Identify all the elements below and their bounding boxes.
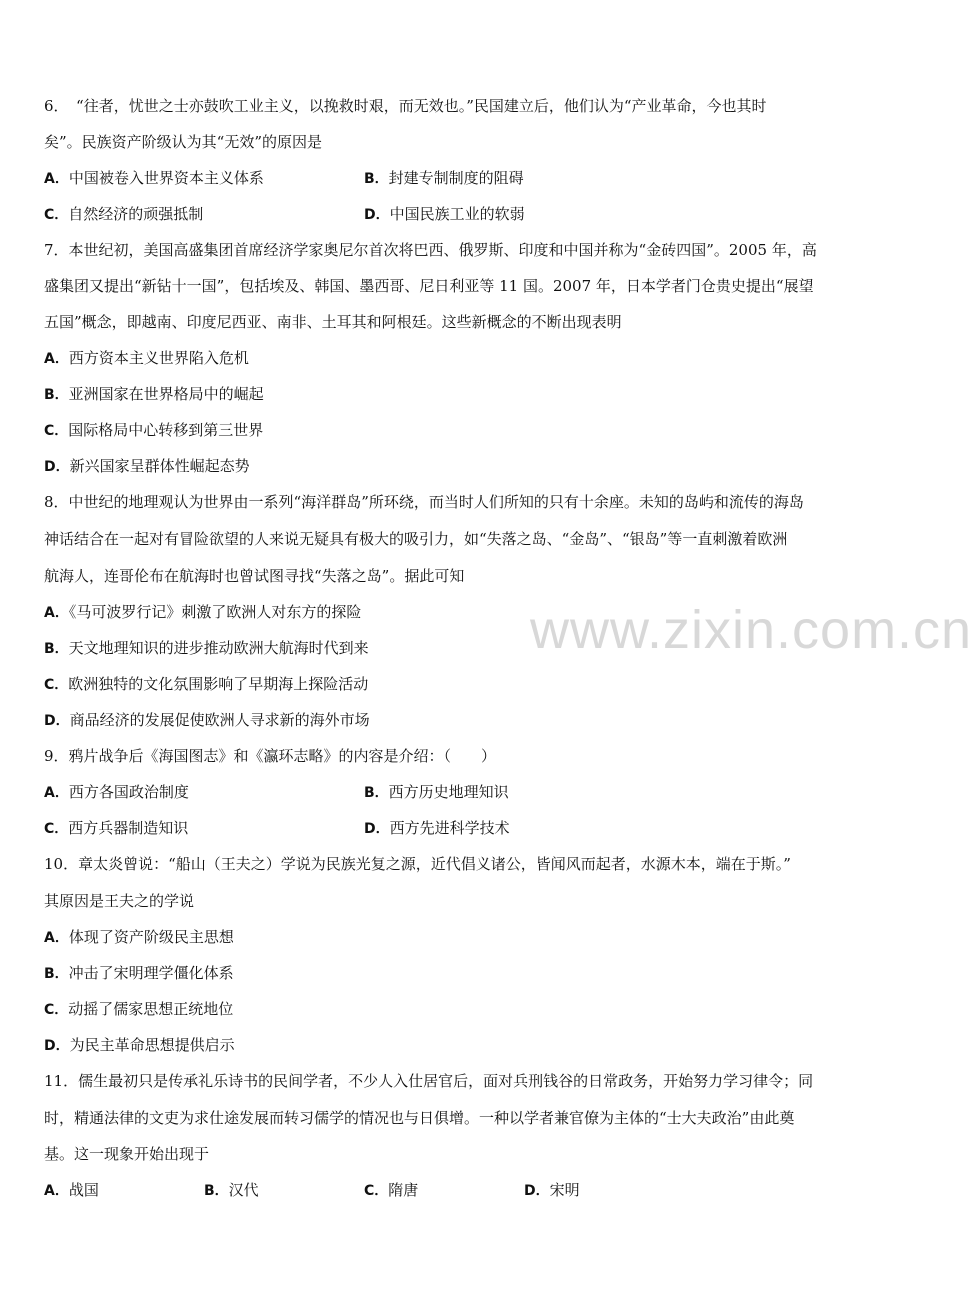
q7-stem-line-1: 7．本世纪初，美国高盛集团首席经济学家奥尼尔首次将巴西、俄罗斯、印度和中国并称为“金砖四国”。2005 年，高 xyxy=(44,241,817,259)
q9-option-a[interactable] xyxy=(44,782,189,803)
option-text: 汉代 xyxy=(228,1181,259,1199)
q11-option-a[interactable] xyxy=(44,1180,99,1201)
option-text: 体现了资产阶级民主思想 xyxy=(68,928,234,946)
option-letter: B． xyxy=(44,641,69,657)
q8-stem-line-2: 神话结合在一起对有冒险欲望的人来说无疑具有极大的吸引力，如“失落之岛、“金岛”、“银岛”等一直刺激着欧洲 xyxy=(44,530,788,548)
option-text: 动摇了儒家思想正统地位 xyxy=(68,1000,234,1018)
q11-option-c[interactable] xyxy=(364,1180,418,1201)
option-letter: D． xyxy=(44,713,70,729)
q10-option-d[interactable] xyxy=(44,1035,235,1056)
q8-option-b[interactable] xyxy=(44,638,369,659)
option-text: 亚洲国家在世界格局中的崛起 xyxy=(68,385,264,403)
q6-option-b[interactable] xyxy=(364,168,524,189)
option-letter: D． xyxy=(524,1183,550,1199)
option-text: 国际格局中心转移到第三世界 xyxy=(68,421,264,439)
option-letter: D． xyxy=(44,1038,70,1054)
option-letter: C． xyxy=(44,1002,69,1018)
option-text: 中国民族工业的软弱 xyxy=(389,205,525,223)
q9-stem-line-1: 9．鸦片战争后《海国图志》和《瀛环志略》的内容是介绍：（ ） xyxy=(44,747,497,765)
option-text: 战国 xyxy=(68,1181,99,1199)
option-letter: C． xyxy=(364,1183,389,1199)
option-letter: D． xyxy=(364,821,390,837)
q8-option-d[interactable] xyxy=(44,710,370,731)
option-letter: A． xyxy=(44,1183,69,1199)
q8-option-c[interactable] xyxy=(44,674,368,695)
q9-option-c[interactable] xyxy=(44,818,188,839)
option-letter: D． xyxy=(44,459,70,475)
option-letter: C． xyxy=(44,821,69,837)
option-letter: B． xyxy=(364,171,389,187)
option-text: 天文地理知识的进步推动欧洲大航海时代到来 xyxy=(68,639,369,657)
option-text: 中国被卷入世界资本主义体系 xyxy=(68,169,264,187)
option-text: 西方资本主义世界陷入危机 xyxy=(68,349,249,367)
option-text: 《马可波罗行记》刺激了欧洲人对东方的探险 xyxy=(68,603,362,621)
option-letter: A． xyxy=(44,605,69,621)
q11-stem-line-3: 基。这一现象开始出现于 xyxy=(44,1145,210,1163)
q10-option-a[interactable] xyxy=(44,927,234,948)
option-letter: A． xyxy=(44,785,69,801)
option-letter: D． xyxy=(364,207,390,223)
option-text: 宋明 xyxy=(549,1181,580,1199)
option-letter: B． xyxy=(44,966,69,982)
q6-option-a[interactable] xyxy=(44,168,264,189)
q10-option-c[interactable] xyxy=(44,999,233,1020)
q6-option-c[interactable] xyxy=(44,204,203,225)
option-text: 封建专制制度的阻碍 xyxy=(388,169,524,187)
q7-option-b[interactable] xyxy=(44,384,264,405)
option-text: 新兴国家呈群体性崛起态势 xyxy=(69,457,250,475)
option-text: 西方先进科学技术 xyxy=(389,819,510,837)
q8-option-a[interactable] xyxy=(44,602,361,623)
option-letter: B． xyxy=(364,785,389,801)
q11-option-b[interactable] xyxy=(204,1180,259,1201)
q10-stem-line-1: 10．章太炎曾说：“船山（王夫之）学说为民族光复之源，近代倡义诸公，皆闻风而起者，水源木本，端在于斯。” xyxy=(44,855,791,873)
q9-option-b[interactable] xyxy=(364,782,509,803)
option-text: 商品经济的发展促使欧洲人寻求新的海外市场 xyxy=(69,711,370,729)
option-letter: A． xyxy=(44,171,69,187)
q8-stem-line-3: 航海人，连哥伦布在航海时也曾试图寻找“失落之岛”。据此可知 xyxy=(44,567,465,585)
q6-stem-line-2: 矣”。民族资产阶级认为其“无效”的原因是 xyxy=(44,133,323,151)
q10-option-b[interactable] xyxy=(44,963,234,984)
option-letter: B． xyxy=(44,387,69,403)
q6-option-d[interactable] xyxy=(364,204,525,225)
option-text: 自然经济的顽强抵制 xyxy=(68,205,204,223)
option-text: 隋唐 xyxy=(388,1181,419,1199)
option-text: 冲击了宋明理学僵化体系 xyxy=(68,964,234,982)
option-text: 西方历史地理知识 xyxy=(388,783,509,801)
q11-option-d[interactable] xyxy=(524,1180,580,1201)
q10-stem-line-2: 其原因是王夫之的学说 xyxy=(44,892,195,910)
option-letter: B． xyxy=(204,1183,229,1199)
watermark: www.zixin.com.cn xyxy=(530,600,972,660)
q7-option-a[interactable] xyxy=(44,348,249,369)
option-text: 西方兵器制造知识 xyxy=(68,819,189,837)
option-letter: C． xyxy=(44,677,69,693)
q7-stem-line-3: 五国”概念，即越南、印度尼西亚、南非、土耳其和阿根廷。这些新概念的不断出现表明 xyxy=(44,313,622,331)
q7-option-c[interactable] xyxy=(44,420,263,441)
option-text: 为民主革命思想提供启示 xyxy=(69,1036,235,1054)
q8-stem-line-1: 8．中世纪的地理观认为世界由一系列“海洋群岛”所环绕，而当时人们所知的只有十余座。未知的岛屿和流传的海岛 xyxy=(44,493,804,511)
q6-stem-line-1: 6． “往者，忧世之士亦鼓吹工业主义，以挽救时艰，而无效也。”民国建立后，他们认为“产业革命，今也其时 xyxy=(44,97,767,115)
option-letter: A． xyxy=(44,930,69,946)
option-letter: C． xyxy=(44,207,69,223)
option-letter: A． xyxy=(44,351,69,367)
option-letter: C． xyxy=(44,423,69,439)
option-text: 欧洲独特的文化氛围影响了早期海上探险活动 xyxy=(68,675,369,693)
q9-option-d[interactable] xyxy=(364,818,510,839)
q11-stem-line-2: 时，精通法律的文吏为求仕途发展而转习儒学的情况也与日俱增。一种以学者兼官僚为主体的“士大夫政治”由此奠 xyxy=(44,1109,795,1127)
q7-option-d[interactable] xyxy=(44,456,250,477)
q11-stem-line-1: 11．儒生最初只是传承礼乐诗书的民间学者，不少人入仕居官后，面对兵刑钱谷的日常政务，开始努力学习律令；同 xyxy=(44,1072,814,1090)
q7-stem-line-2: 盛集团又提出“新钻十一国”，包括埃及、韩国、墨西哥、尼日利亚等 11 国。2007 年，日本学者门仓贵史提出“展望 xyxy=(44,277,814,295)
option-text: 西方各国政治制度 xyxy=(68,783,189,801)
